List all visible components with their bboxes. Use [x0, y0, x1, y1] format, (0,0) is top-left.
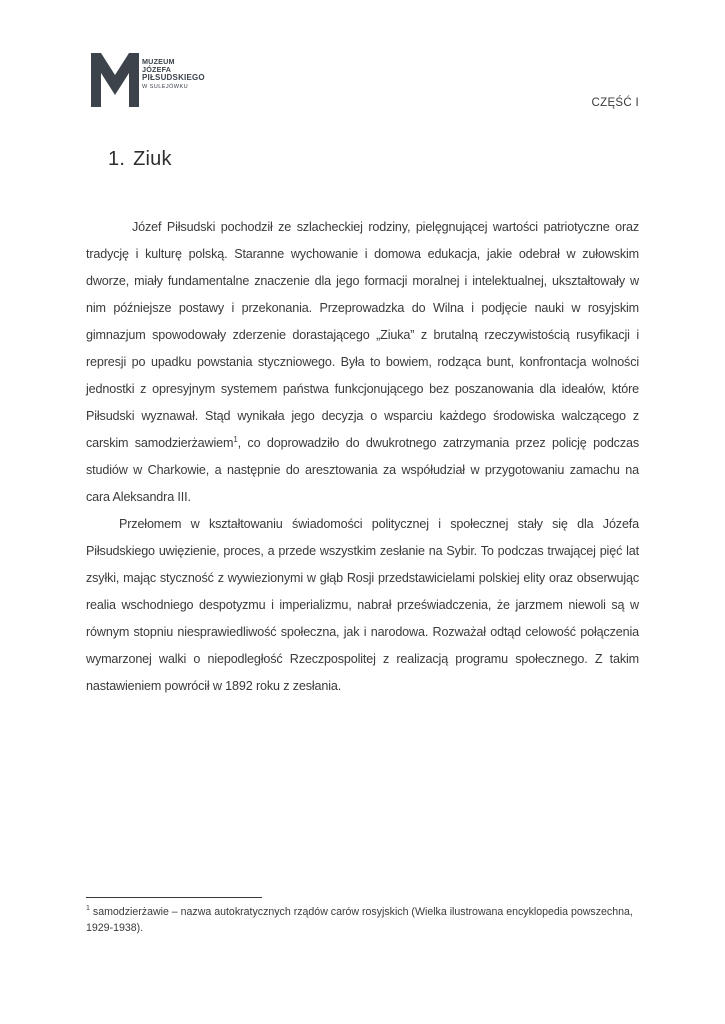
- paragraph-2: Przełomem w kształtowaniu świadomości politycznej i społecznej stały się dla Józefa Piłsudskiego uwięzienie, proces, a przede wszystkim zesłanie na Sybir. To podczas trwającej pięć lat zsyłki, mając styczność z wywiezionymi w głąb Rosji przedstawicielami polskiej elity oraz obserwując realia wschodniego despotyzmu i imperializmu, nabrał przeświadczenia, że jarzmem niewoli są w równym stopniu niesprawiedliwość społeczna, jak i narodowa. Rozważał odtąd celowość połączenia wymarzonej walki o niepodległość Rzeczpospolitej z realizacją programu społecznego. Z takim nastawieniem powrócił w 1892 roku z zesłania.: [86, 517, 639, 693]
- logo-line-3: PIŁSUDSKIEGO: [142, 73, 205, 82]
- footnote: [86, 904, 639, 936]
- footnote-number: 1: [86, 905, 90, 913]
- paragraph-1: [86, 214, 639, 511]
- body-text: [86, 214, 639, 700]
- section-number: 1.: [108, 148, 126, 170]
- part-label: CZĘŚĆ I: [591, 97, 639, 109]
- section-title: Ziuk: [133, 148, 172, 170]
- paragraph-1-text: Józef Piłsudski pochodził ze szlacheckiej rodziny, pielęgnującej wartości patriotyczne oraz tradycję i kulturę polską. Staranne wychowanie i domowa edukacja, jakie odebrał w zułowskim dworze, miały fundamentalne znaczenie dla jego formacji moralnej i intelektualnej, ukształtowały w nim późniejsze postawy i przekonania. Przeprowadzka do Wilna i podjęcie nauki w rosyjskim gimnazjum spowodowały zderzenie dorastającego „Ziuka” z brutalną rzeczywistością rusyfikacji i represji po upadku powstania styczniowego. Była to bowiem, rodząca bunt, konfrontacja wolności jednostki z opresyjnym systemem państwa funkcjonującego bez poszanowania dla ideałów, które Piłsudski wyznawał. Stąd wynikała jego decyzja o wsparciu każdego środowiska walczącego z carskim samodzierżawiem: [86, 220, 639, 450]
- footnote-ref[interactable]: 1: [233, 434, 238, 444]
- footnote-divider: [86, 897, 262, 898]
- logo-line-2: JÓZEFA: [142, 65, 172, 74]
- museum-logo-mark-icon: [91, 53, 139, 107]
- museum-logo-text: [142, 58, 205, 91]
- footnote-text: samodzierżawie – nazwa autokratycznych rządów carów rosyjskich (Wielka ilustrowana encyklopedia powszechna, 1929-1938).: [86, 906, 633, 934]
- logo-line-1: MUZEUM: [142, 57, 175, 66]
- museum-logo: [91, 53, 241, 107]
- logo-line-4: W SULEJÓWKU: [142, 84, 189, 90]
- section-heading: [108, 148, 172, 171]
- paragraph-1-text-cont: , co doprowadziło do dwukrotnego zatrzymania przez policję podczas studiów w Charkowie, a następnie do aresztowania za współudział w przygotowaniu zamachu na cara Aleksandra III.: [86, 436, 639, 504]
